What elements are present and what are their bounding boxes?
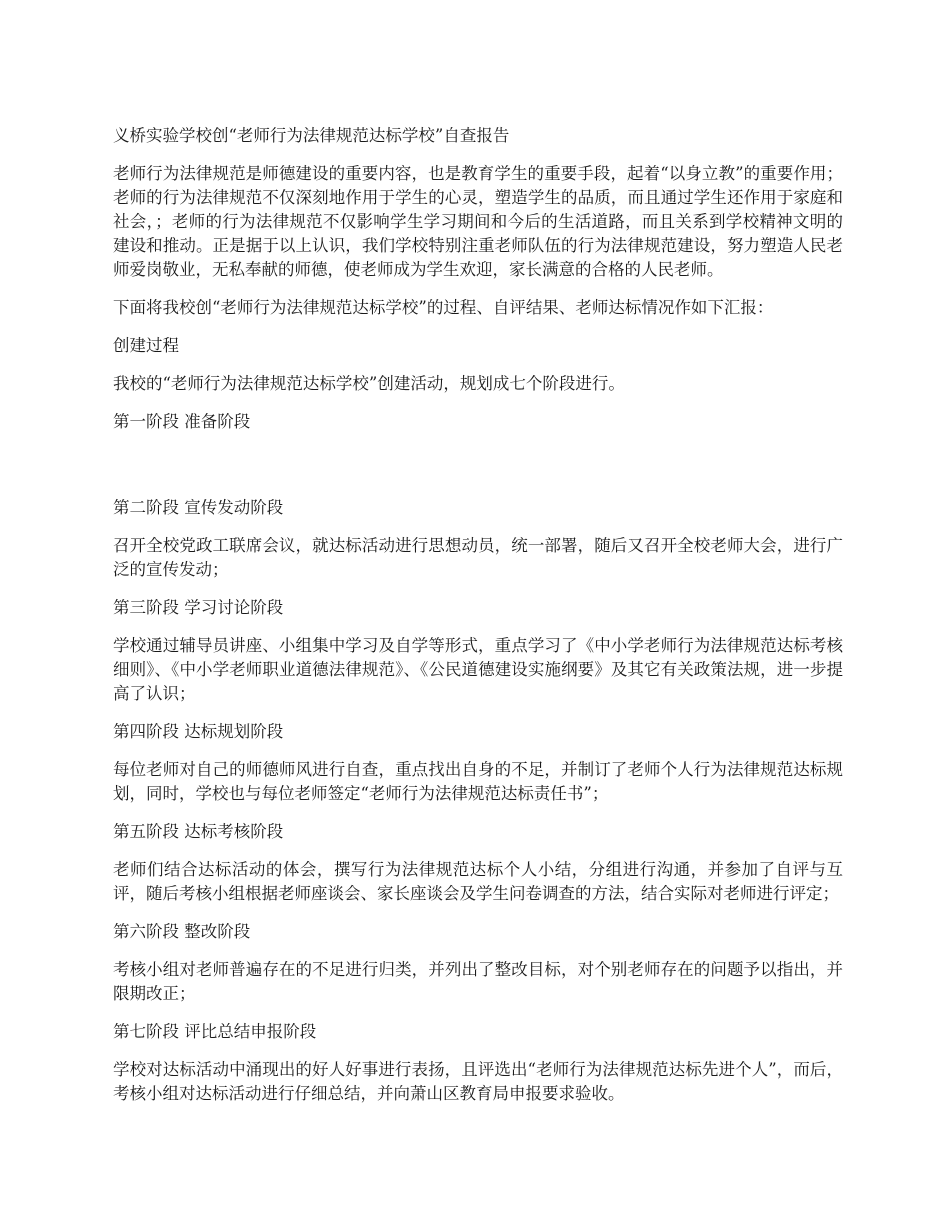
stage-3-body: 学校通过辅导员讲座、小组集中学习及自学等形式，重点学习了《中小学老师行为法律规范达标考核细则》、《中小学老师职业道德法律规范》、《公民道德建设实施纲要》及其它有关政策法规，进一步提高了认识；	[113, 636, 843, 703]
stage-7-heading: 第七阶段 评比总结申报阶段	[113, 1022, 317, 1041]
section-heading: 创建过程	[113, 336, 179, 355]
stage-2-body: 召开全校党政工联席会议，就达标活动进行思想动员，统一部署，随后又召开全校老师大会，进行广泛的宣传发动；	[113, 536, 843, 579]
stage-1-heading: 第一阶段 准备阶段	[113, 412, 251, 431]
stage-4-body: 每位老师对自己的师德师风进行自查，重点找出自身的不足，并制订了老师个人行为法律规范达标规划，同时，学校也与每位老师签定“老师行为法律规范达标责任书”；	[113, 760, 843, 803]
stage-3-heading: 第三阶段 学习讨论阶段	[113, 598, 284, 617]
stage-4-heading: 第四阶段 达标规划阶段	[113, 722, 284, 741]
stage-7-body: 学校对达标活动中涌现出的好人好事进行表扬，且评选出“老师行为法律规范达标先进个人”，而后，考核小组对达标活动进行仔细总结，并向萧山区教育局申报要求验收。	[113, 1060, 843, 1103]
blank-space	[113, 448, 843, 496]
stage-6-body: 考核小组对老师普遍存在的不足进行归类，并列出了整改目标，对个别老师存在的问题予以指出，并限期改正；	[113, 960, 843, 1003]
stage-2-heading: 第二阶段 宣传发动阶段	[113, 498, 284, 517]
section-intro-paragraph: 我校的“老师行为法律规范达标学校”创建活动，规划成七个阶段进行。	[113, 374, 625, 393]
stage-6-heading: 第六阶段 整改阶段	[113, 922, 251, 941]
document-title: 义桥实验学校创“老师行为法律规范达标学校”自查报告	[113, 126, 510, 145]
document-page	[113, 124, 843, 1120]
stage-5-heading: 第五阶段 达标考核阶段	[113, 822, 284, 841]
report-intro-paragraph: 下面将我校创“老师行为法律规范达标学校”的过程、自评结果、老师达标情况作如下汇报：	[113, 298, 774, 317]
intro-paragraph: 老师行为法律规范是师德建设的重要内容，也是教育学生的重要手段，起着“以身立教”的重要作用；老师的行为法律规范不仅深刻地作用于学生的心灵，塑造学生的品质，而且通过学生还作用于家庭和社会，；老师的行为法律规范不仅影响学生学习期间和今后的生活道路，而且关系到学校精神文明的建设和推动。正是据于以上认识，我们学校特别注重老师队伍的行为法律规范建设，努力塑造人民老师爱岗敬业，无私奉献的师德，使老师成为学生欢迎，家长满意的合格的人民老师。	[113, 164, 843, 279]
stage-5-body: 老师们结合达标活动的体会，撰写行为法律规范达标个人小结，分组进行沟通，并参加了自评与互评，随后考核小组根据老师座谈会、家长座谈会及学生问卷调查的方法，结合实际对老师进行评定；	[113, 860, 843, 903]
